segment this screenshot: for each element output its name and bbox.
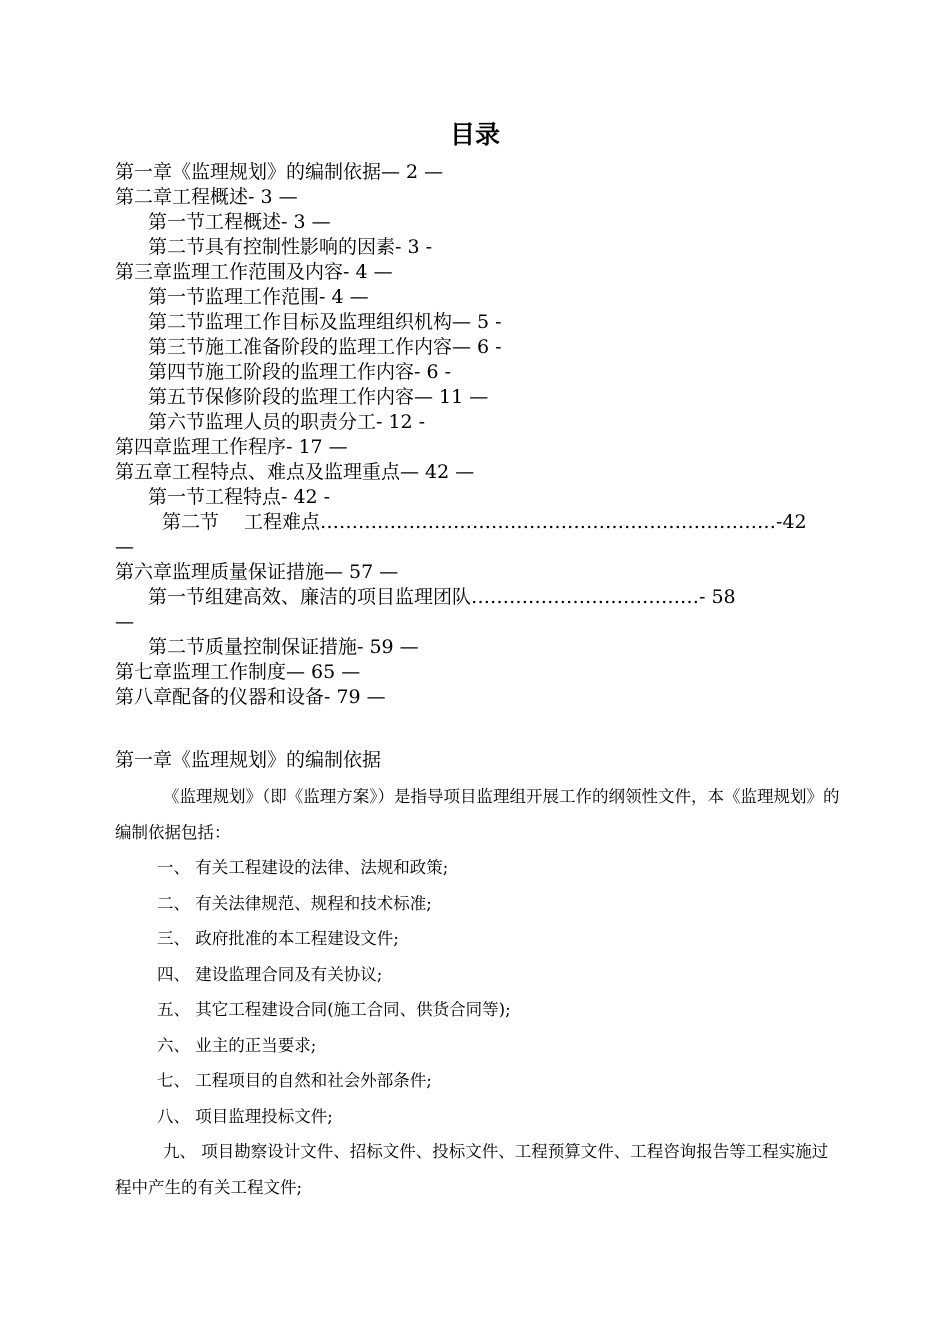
toc-entry: 第一节工程特点- 42 - <box>148 486 331 508</box>
basis-item: 五、 其它工程建设合同(施工合同、供货合同等); <box>157 1000 511 1019</box>
toc-entry: 第五章工程特点、难点及监理重点— 42 — <box>115 461 475 483</box>
toc-entry-continuation: — <box>115 536 134 558</box>
toc-entry: 第六章监理质量保证措施— 57 — <box>115 561 399 583</box>
basis-item: 一、 有关工程建设的法律、法规和政策; <box>157 858 449 877</box>
basis-item: 八、 项目监理投标文件; <box>157 1106 333 1126</box>
toc-entry-continuation: — <box>115 611 134 633</box>
toc-entry: 第六节监理人员的职责分工- 12 - <box>148 411 426 433</box>
toc-entry: 第一节工程概述- 3 — <box>148 211 331 233</box>
toc-entry: 第一章《监理规划》的编制依据— 2 — <box>115 161 444 183</box>
toc-entry: 第三章监理工作范围及内容- 4 — <box>115 261 393 283</box>
toc-entry: 第二节 工程难点………………………………………………………………-42 <box>162 511 807 533</box>
toc-entry: 第四节施工阶段的监理工作内容- 6 - <box>148 361 452 383</box>
toc-title: 目录 <box>449 120 500 149</box>
toc-entry: 第二节监理工作目标及监理组织机构— 5 - <box>148 311 502 333</box>
toc-entry: 第一节监理工作范围- 4 — <box>148 286 369 308</box>
toc-entry: 第四章监理工作程序- 17 — <box>115 436 348 458</box>
intro-paragraph: 《监理规划》（即《监理方案》）是指导项目监理组开展工作的纲领性文件，本《监理规划》的编制依据包括： <box>115 787 840 842</box>
toc-entry: 第一节组建高效、廉洁的项目监理团队………………………………- 58 <box>148 586 736 608</box>
basis-item: 六、 业主的正当要求; <box>157 1035 317 1055</box>
toc-entry: 第二章工程概述- 3 — <box>115 186 298 208</box>
basis-item: 二、 有关法律规范、规程和技术标准; <box>157 893 432 913</box>
basis-item: 四、 建设监理合同及有关协议; <box>157 964 383 984</box>
toc-entry: 第七章监理工作制度— 65 — <box>115 661 361 683</box>
toc-entry: 第三节施工准备阶段的监理工作内容— 6 - <box>148 336 502 358</box>
chapter-heading: 第一章《监理规划》的编制依据 <box>115 749 382 771</box>
basis-item: 九、 项目勘察设计文件、招标文件、投标文件、工程预算文件、工程咨询报告等工程实施过程中产生的有关工程文件; <box>115 1142 829 1197</box>
basis-item: 七、 工程项目的自然和社会外部条件; <box>157 1071 432 1090</box>
table-of-contents <box>115 160 840 710</box>
chapter-1-section <box>115 745 840 1205</box>
toc-entry: 第二节质量控制保证措施- 59 — <box>148 636 419 658</box>
toc-entry: 第八章配备的仪器和设备- 79 — <box>115 686 386 708</box>
basis-item: 三、 政府批准的本工程建设文件; <box>157 929 399 948</box>
toc-entry: 第二节具有控制性影响的因素- 3 - <box>148 236 433 258</box>
toc-entry: 第五节保修阶段的监理工作内容— 11 — <box>148 386 489 408</box>
